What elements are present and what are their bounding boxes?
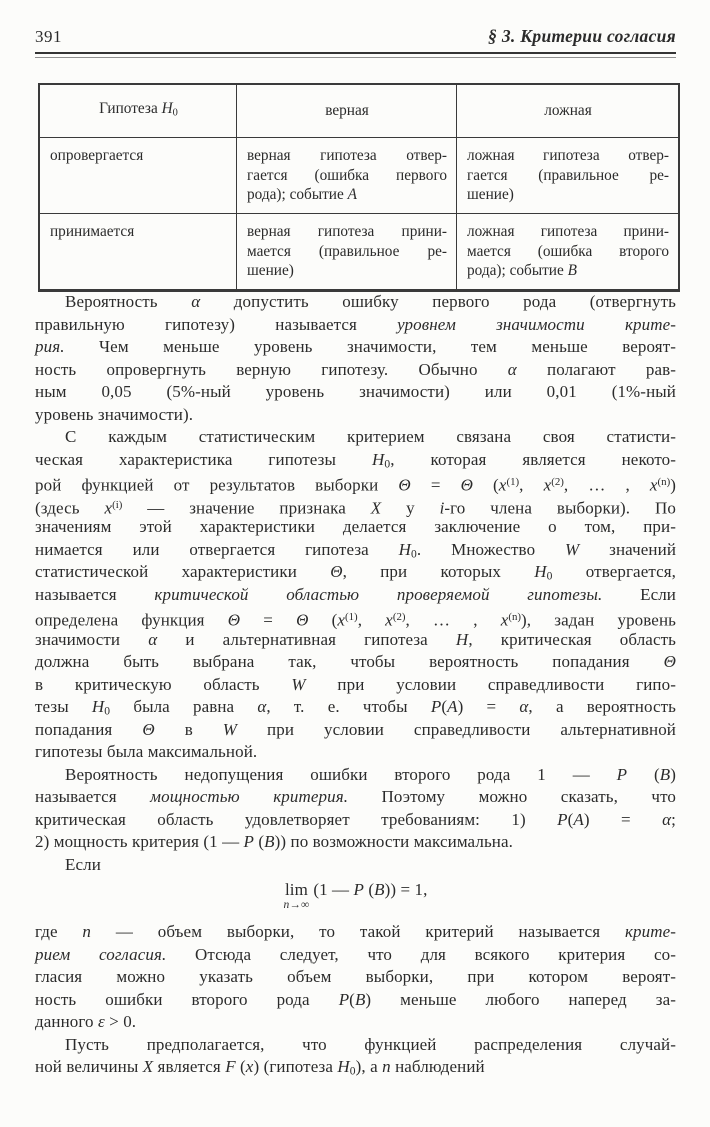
text-segment: , при которых	[342, 562, 535, 581]
text-segment: (2)	[551, 476, 564, 488]
text-segment: называется	[35, 584, 155, 604]
text-line	[35, 606, 676, 629]
text-segment: называется	[35, 787, 151, 806]
text-segment: была равна	[110, 697, 258, 716]
text-segment: . Множество	[416, 539, 566, 559]
text-segment: Гипотеза	[99, 100, 162, 118]
text-segment: -го члена выборки). По	[444, 497, 676, 517]
text-segment: )	[670, 475, 676, 495]
text-segment: ) =	[457, 697, 520, 716]
text-line	[35, 651, 676, 674]
text-segment: шение)	[467, 186, 514, 203]
text-line	[247, 185, 447, 205]
text-segment: значениям этой характеристики делается заключение о том, при-	[35, 517, 676, 536]
text-line	[35, 291, 676, 314]
text-segment: Θ	[296, 610, 309, 630]
text-segment: Вероятность недопущения ошибки второго рода 1 —	[65, 764, 617, 784]
text-segment: уровень значимости).	[35, 404, 194, 424]
text-segment: H	[455, 629, 469, 649]
text-line	[467, 261, 669, 281]
text-segment: наблюдений	[390, 1057, 485, 1076]
text-segment: x	[500, 610, 509, 630]
text-segment: x	[337, 610, 345, 630]
text-segment: Θ	[227, 610, 241, 630]
text-line	[325, 101, 369, 121]
text-segment: Θ	[398, 475, 411, 495]
text-segment: W	[222, 719, 238, 739]
text-segment: 0	[349, 1064, 356, 1078]
text-segment: принимается	[50, 223, 135, 240]
text-line	[35, 381, 676, 404]
text-segment: ) (гипотеза	[253, 1057, 338, 1076]
text-segment: Θ	[142, 719, 155, 739]
text-segment: является	[153, 1057, 226, 1076]
text-segment: P	[557, 809, 568, 829]
text-segment: 0	[104, 704, 111, 718]
text-segment: (	[235, 1057, 246, 1076]
text-segment: ) =	[583, 809, 663, 829]
text-segment: (	[254, 832, 265, 851]
table-cell-r0-c2	[456, 138, 678, 214]
text-segment: верная гипотеза отвер-	[247, 147, 447, 164]
text-segment: X	[370, 497, 382, 517]
text-segment: гипотезы была максимальной.	[35, 742, 258, 761]
text-segment: α	[519, 697, 529, 716]
text-segment: B	[659, 764, 671, 784]
text-line	[247, 146, 447, 166]
text-segment: H	[337, 1057, 350, 1076]
text-line	[35, 404, 676, 427]
text-segment: 2) мощность критерия (1 —	[35, 832, 244, 851]
text-segment: Θ	[663, 652, 676, 671]
body-text	[35, 291, 676, 1079]
text-line	[35, 1056, 676, 1079]
text-segment: (1)	[345, 611, 358, 623]
text-segment: > 0.	[104, 1012, 137, 1031]
text-segment: ложная	[544, 102, 592, 120]
text-segment: допустить ошибку первого рода (отвергнуть	[200, 292, 676, 311]
text-line	[35, 989, 676, 1012]
text-line	[544, 101, 591, 121]
text-segment: , … ,	[405, 610, 501, 630]
text-segment: у	[381, 497, 440, 517]
text-segment: опровергается	[50, 147, 144, 164]
text-segment: , которая является некото-	[390, 449, 676, 469]
text-line	[35, 674, 676, 697]
text-segment: x	[543, 475, 552, 495]
text-line	[35, 516, 676, 539]
text-segment: шение)	[247, 262, 294, 279]
text-line	[35, 921, 676, 944]
text-line	[35, 629, 676, 652]
text-segment: полагают рав-	[516, 359, 676, 379]
text-segment: A	[447, 697, 458, 716]
text-segment: ), а	[355, 1057, 383, 1076]
text-line	[99, 99, 178, 123]
text-segment: и альтернативная гипотеза	[157, 629, 456, 649]
text-line	[35, 944, 676, 967]
text-segment: С каждым статистическим критерием связана своя статисти-	[65, 427, 676, 446]
text-segment: (	[472, 475, 499, 495]
text-segment: B	[354, 989, 366, 1009]
text-segment: в	[154, 719, 223, 739]
text-segment: , критическая область	[468, 629, 676, 649]
text-segment: Чем меньше уровень значимости, тем меньше вероят-	[64, 337, 676, 356]
text-segment: Если	[602, 584, 676, 604]
text-segment: H	[534, 562, 547, 581]
table-cell-r0-c1	[236, 138, 456, 214]
text-segment: n	[382, 1057, 391, 1076]
text-segment: P	[243, 832, 255, 851]
text-line	[50, 146, 227, 166]
text-segment: α	[257, 697, 267, 716]
text-segment: i	[439, 497, 445, 517]
text-segment: отвергается,	[552, 562, 676, 581]
text-segment: ложная гипотеза прини-	[467, 223, 669, 240]
text-segment: Если	[65, 854, 101, 874]
text-segment: (	[627, 764, 660, 784]
table-cell-r1-c2	[456, 214, 678, 289]
text-line	[35, 809, 676, 832]
header-rule	[35, 52, 676, 58]
text-segment: 0	[172, 107, 178, 119]
text-segment: правильную гипотезу) называется	[35, 314, 398, 334]
text-segment: (1)	[506, 476, 520, 488]
text-segment: попадания	[35, 719, 143, 739]
text-segment: ), задан уровень	[521, 610, 676, 630]
text-segment: A	[347, 186, 357, 203]
text-segment: x	[649, 475, 658, 495]
text-segment: ной величины	[35, 1057, 143, 1076]
text-line	[247, 261, 447, 281]
text-segment: статистической характеристики	[35, 562, 331, 581]
text-line	[35, 831, 676, 854]
text-line	[35, 449, 676, 472]
formula-expression	[313, 879, 427, 900]
text-segment: x	[245, 1057, 254, 1076]
text-segment: Поэтому можно сказать, что	[348, 787, 676, 806]
text-segment: P	[616, 764, 628, 784]
text-segment: ) меньше любого наперед за-	[365, 989, 676, 1009]
text-segment: α	[148, 629, 158, 649]
text-line	[35, 314, 676, 337]
text-line	[35, 1034, 676, 1057]
text-segment: ность опровергнуть верную гипотезу. Обычно	[35, 359, 508, 379]
text-line	[35, 539, 676, 562]
text-segment: ε	[98, 1012, 105, 1031]
text-segment: H	[398, 539, 412, 559]
text-segment: ным 0,05 (5%-ный уровень значимости) или 0,01 (1%-ный	[35, 382, 676, 401]
table-cell-r1-c1	[236, 214, 456, 289]
text-segment: верная гипотеза прини-	[247, 223, 447, 240]
text-segment: F	[225, 1057, 236, 1076]
text-segment: Θ	[460, 475, 473, 495]
text-segment: )	[670, 764, 676, 784]
lim-label: lim	[284, 880, 308, 899]
text-segment: P	[353, 880, 364, 899]
text-segment: )) по возможности максимальна.	[274, 832, 513, 851]
limit-formula	[35, 876, 676, 921]
page-number: 391	[35, 27, 62, 46]
text-segment: x	[104, 497, 113, 517]
table-cell-header-1	[236, 85, 456, 138]
text-segment: (1 —	[313, 880, 354, 899]
text-segment: (	[308, 610, 338, 630]
hypothesis-table	[38, 83, 680, 292]
lim-subscript	[284, 900, 310, 911]
text-line	[35, 741, 676, 764]
text-line	[35, 336, 676, 359]
text-segment: H	[161, 100, 173, 118]
text-line	[35, 1011, 676, 1034]
text-segment: α	[662, 809, 672, 829]
section-header: § 3. Критерии согласия	[488, 26, 676, 46]
text-segment: ложная гипотеза отвер-	[467, 147, 669, 164]
text-segment: , т. е. чтобы	[266, 697, 431, 716]
text-segment: рой функцией от результатов выборки	[35, 475, 399, 495]
text-line	[467, 222, 669, 242]
text-segment: Θ	[330, 562, 343, 581]
text-line	[35, 719, 676, 742]
text-segment: (i)	[112, 498, 123, 511]
text-segment: где	[35, 922, 83, 941]
text-line	[35, 561, 676, 584]
text-line	[35, 494, 676, 517]
text-segment: n	[283, 899, 290, 911]
table-cell-header-0	[40, 85, 236, 138]
text-segment: мощностью критерия.	[150, 787, 349, 806]
text-segment: при условии справедливости альтернативной	[237, 719, 676, 739]
text-segment: Вероятность	[65, 292, 192, 311]
text-segment: A	[573, 809, 584, 829]
text-segment: B	[374, 880, 385, 899]
text-segment: в критическую область	[35, 674, 292, 694]
text-segment: x	[498, 475, 507, 495]
text-line	[247, 222, 447, 242]
text-segment: ;	[671, 809, 676, 829]
text-segment: (	[363, 880, 375, 899]
text-segment: ,	[519, 475, 544, 495]
text-segment: гается (правильное ре-	[467, 166, 669, 184]
text-segment: рием согласия.	[35, 944, 167, 964]
text-segment: 0	[384, 457, 391, 471]
text-segment: данного	[35, 1012, 98, 1031]
text-line	[35, 696, 676, 719]
text-segment: , … ,	[563, 475, 650, 495]
text-line	[35, 786, 676, 809]
text-segment: (	[349, 989, 355, 1009]
text-segment: =	[240, 610, 297, 630]
table-cell-r0-c0	[40, 138, 236, 214]
text-segment: (n)	[508, 611, 522, 623]
text-segment: 0	[546, 569, 553, 583]
table-cell-header-2	[456, 85, 678, 138]
text-segment: H	[371, 449, 385, 469]
text-line	[467, 146, 669, 166]
text-segment: x	[385, 610, 393, 630]
text-segment: Отсюда следует, что для всякого критерия со-	[166, 944, 676, 964]
text-segment: критической областью проверяемой гипотезы.	[154, 584, 603, 604]
text-line	[35, 359, 676, 382]
text-segment: B	[264, 832, 275, 851]
text-line	[247, 242, 447, 262]
text-segment: рода); событие	[247, 186, 348, 203]
text-segment: мается (правильное ре-	[247, 242, 447, 260]
text-segment: W	[565, 539, 580, 559]
text-segment: — значение признака	[122, 497, 371, 517]
text-segment: W	[291, 674, 306, 694]
text-line	[35, 584, 676, 607]
text-segment: верная	[325, 102, 369, 120]
text-segment: значений	[579, 539, 677, 559]
text-segment: рия.	[35, 337, 65, 356]
text-segment: рода); событие	[467, 262, 568, 279]
text-segment: (	[567, 809, 574, 829]
text-line	[35, 966, 676, 989]
text-segment: должна быть выбрана так, чтобы вероятность попадания	[35, 652, 664, 671]
text-segment: ,	[357, 610, 386, 630]
text-segment: крите-	[624, 922, 676, 941]
text-segment: ность ошибки второго рода	[35, 989, 339, 1009]
text-segment: тезы	[35, 697, 92, 716]
text-segment: значимости	[35, 629, 149, 649]
text-line	[35, 854, 676, 877]
text-line	[50, 222, 227, 242]
text-segment: n	[82, 922, 92, 941]
text-segment: 0	[411, 547, 417, 561]
text-line	[35, 426, 676, 449]
text-segment: (	[441, 697, 448, 716]
text-line	[467, 166, 669, 186]
text-segment: (n)	[657, 476, 671, 488]
text-segment: гласия можно указать объем выборки, при котором вероят-	[35, 967, 676, 986]
text-segment: критическая область удовлетворяет требованиям: 1)	[35, 809, 558, 829]
text-segment: )) = 1,	[384, 880, 428, 899]
text-segment: определена функция	[35, 610, 228, 630]
text-line	[35, 471, 676, 494]
text-segment: →∞	[289, 899, 310, 911]
text-segment: Пусть предполагается, что функцией распределения случай-	[65, 1034, 676, 1054]
page-header	[35, 26, 676, 47]
text-segment: нимается или отвергается гипотеза	[35, 539, 399, 559]
text-segment: α	[191, 292, 201, 311]
text-segment: (здесь	[35, 497, 105, 517]
text-segment: ческая характеристика гипотезы	[35, 449, 372, 469]
text-segment: H	[91, 697, 105, 716]
text-segment: уровнем значимости крите-	[397, 314, 676, 334]
text-segment: X	[142, 1057, 154, 1076]
lim-operator	[284, 879, 310, 911]
text-segment: гается (ошибка первого	[247, 166, 447, 184]
text-segment: =	[410, 475, 461, 495]
text-segment: α	[507, 359, 517, 379]
text-segment: мается (ошибка второго	[467, 242, 669, 260]
text-segment: (2)	[392, 611, 406, 623]
text-segment: P	[430, 697, 442, 716]
text-segment: — объем выборки, то такой критерий называется	[91, 922, 625, 941]
text-line	[247, 166, 447, 186]
text-segment: P	[338, 989, 350, 1009]
text-segment: , а вероятность	[528, 697, 676, 716]
text-segment: B	[567, 262, 577, 279]
text-segment: при условии справедливости гипо-	[305, 674, 676, 694]
text-line	[467, 185, 669, 205]
table-cell-r1-c0	[40, 214, 236, 289]
text-line	[35, 764, 676, 787]
text-line	[467, 242, 669, 262]
